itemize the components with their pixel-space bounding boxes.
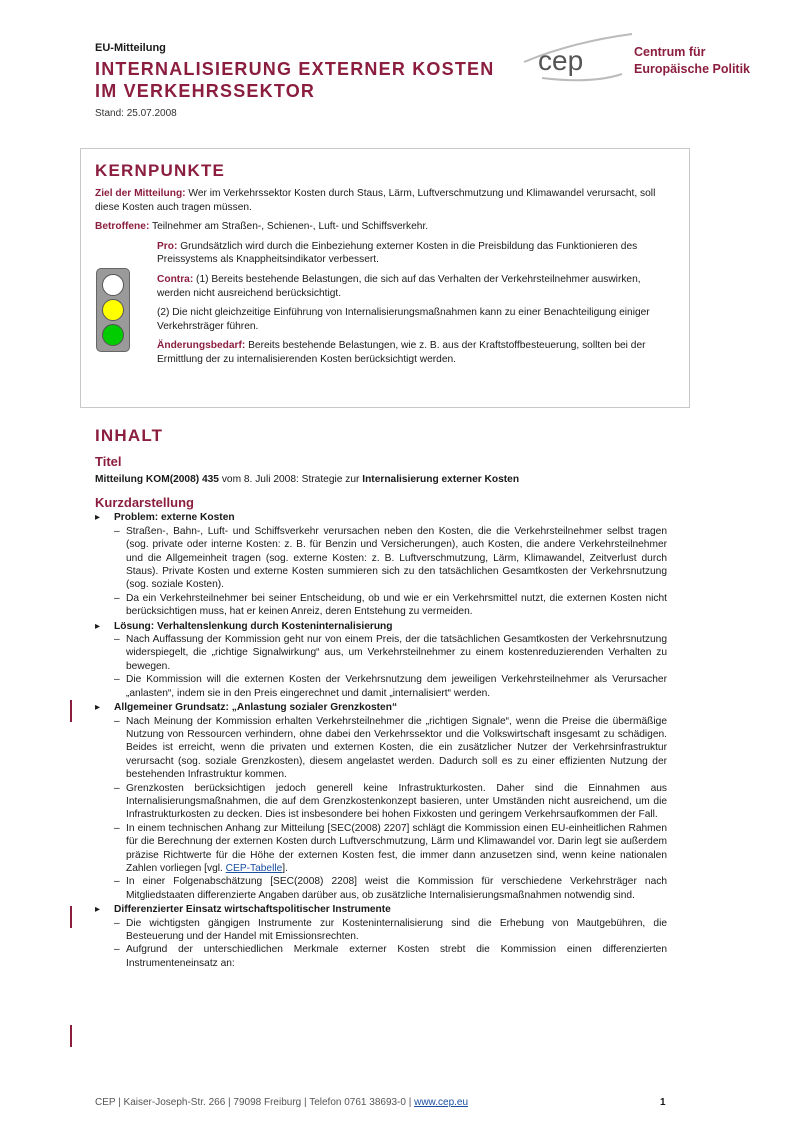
kernpunkte-box [80,148,690,408]
contra-paragraph [157,273,675,300]
title-line-1: INTERNALISIERUNG EXTERNER KOSTEN [95,59,495,79]
contra-text: (1) Bereits bestehende Belastungen, die sich auf das Verhalten der Verkehrsteilnehmer auswirken, werden nicht ausreichend berücksichtigt. [157,273,641,299]
change-bar [70,700,72,722]
bullet-instrumente: ▸ Differenzierter Einsatz wirtschaftspolitischer Instrumente [95,903,667,916]
bullet-loesung: ▸ Lösung: Verhaltenslenkung durch Kosteninternalisierung [95,620,667,633]
pro-paragraph [157,240,675,267]
titel-bold-2: Internalisierung externer Kosten [362,474,520,485]
list-item: – Nach Meinung der Kommission erhalten Verkehrsteilnehmer die „richtigen Signale“, wenn die Preise die übermäßige Nutzung von Ressourcen verhindern, ohne dabei den Verkehrssektor und die Volkswirtschaft insgesamt zu schädigen. Beides ist erreicht, wenn die privaten und externen Kosten, die ein zusätzlicher Nutzer der Verkehrsinfrastruktur verursacht (sog. soziale Grenzkosten), diesem angelastet werden. Dadurch soll es zu einer effizienten Nutzung der bestehenden Infrastruktur kommen. [95,715,667,782]
change-bar [70,906,72,928]
inhalt-section [95,426,667,970]
pro-label: Pro: [157,240,178,252]
list-item: – Da ein Verkehrsteilnehmer bei seiner Entscheidung, ob und wie er ein Verkehrsmittel nutzt, die externen Kosten nicht berücksichtigen muss, hat er keinen Anreiz, deren Entstehung zu vermeiden. [95,592,667,619]
list-item: – Straßen-, Bahn-, Luft- und Schiffsverkehr verursachen neben den Kosten, die die Verkehrsteilnehmer selbst tragen (sog. private oder interne Kosten: z. B. für Benzin und Versicherungen), auch Kosten, die andere Verkehrsteilnehmer und die Allgemeinheit tragen (sog. externe Kosten: z. B. Luftverschmutzung, Lärm, Klimawandel, Zeitverlust durch Staus). Private Kosten und externe Kosten summieren sich zu den tatsächlichen Gesamtkosten der Verkehrsnutzung (sog. soziale Kosten). [95,525,667,592]
document-date: Stand: 25.07.2008 [95,108,177,119]
aenderung-paragraph [157,339,675,366]
kurzdarstellung-heading: Kurzdarstellung [95,495,194,511]
contra2-paragraph: (2) Die nicht gleichzeitige Einführung von Internalisierungsmaßnahmen kann zu einer Benachteiligung einiger Verkehrsträger führen. [157,307,650,332]
footer-link[interactable]: www.cep.eu [414,1097,469,1108]
logo-line-1: Centrum für [634,45,706,59]
footer [95,1097,468,1108]
ziel-label: Ziel der Mitteilung: [95,188,186,199]
inhalt-heading: INHALT [95,426,164,445]
pro-text: Grundsätzlich wird durch die Einbeziehung externer Kosten in die Preisbildung das Funktionieren des Preissystems als Knappheitsindikator verbessert. [157,240,638,266]
titel-mid: vom 8. Juli 2008: Strategie zur [218,474,363,485]
lamp-middle [102,299,124,321]
aenderung-text: Bereits bestehende Belastungen, wie z. B. aus der Kraftstoffbesteuerung, sollten bei der Ermittlung der zu internalisierenden Kosten berücksichtigt werden. [157,340,646,365]
list-item: – Aufgrund der unterschiedlichen Merkmale externer Kosten strebt die Kommission einen differenzierten Instrumenteneinsatz an: [95,943,667,970]
ziel-text: Wer im Verkehrssektor Kosten durch Staus, Lärm, Luftverschmutzung und Klimawandel verursacht, soll diese Kosten auch tragen müssen. [95,188,656,213]
logo-line-2: Europäische Politik [634,62,751,76]
list-item-text: In einem technischen Anhang zur Mitteilung [SEC(2008) 2207] schlägt die Kommission einen EU-einheitlichen Rahmen für die Berechnung der externen Kosten durch Luftverschmutzung, Lärm und Klimawandel vor. Darin legt sie außerdem präzise Richtwerte für die Höhe der externen Kosten fest, die immer dann anzusetzen sind, wenn keine nationalen Zahlen vorliegen [vgl. [126,822,667,874]
titel-text [95,473,667,486]
list-item: – In einer Folgenabschätzung [SEC(2008) 2208] weist die Kommission für verschiedene Verkehrsträger nach Mitgliedstaaten differenzierte Angaben darüber aus, ob zusätzliche Internalisierungsmaßnahmen notwendig sind. [95,875,667,902]
contra-label: Contra: [157,273,194,285]
logo-mark: cep [538,45,584,76]
titel-heading: Titel [95,454,122,469]
titel-bold-1: Mitteilung KOM(2008) 435 [95,474,219,485]
list-item: – Die Kommission will die externen Kosten der Verkehrsnutzung dem jeweiligen Verkehrsteilnehmer als Verursacher „anlasten“, indem sie in den Preis eingerechnet und damit „internalisiert“ werden. [95,673,667,700]
logo-text [634,44,750,78]
betroffene-paragraph [95,220,675,234]
cep-tabelle-link[interactable]: CEP-Tabelle [225,862,283,874]
page-number: 1 [660,1097,666,1108]
lamp-bottom [102,324,124,346]
document-header [95,42,515,119]
lamp-top [102,274,124,296]
traffic-light-icon [96,268,130,352]
bullet-grundsatz: ▸ Allgemeiner Grundsatz: „Anlastung sozialer Grenzkosten“ [95,701,667,714]
document-type: EU-Mitteilung [95,42,166,54]
list-item-end: ]. [282,862,288,874]
bullet-problem: ▸ Problem: externe Kosten [95,511,667,524]
betroffene-label: Betroffene: [95,221,150,233]
aenderung-label: Änderungsbedarf: [157,340,246,352]
title-line-2: IM VERKEHRSSEKTOR [95,81,316,101]
list-item: – Die wichtigsten gängigen Instrumente zur Kosteninternalisierung sind die Erhebung von Mautgebühren, die Besteuerung und der Handel mit Emissionsrechten. [95,917,667,944]
betroffene-text: Teilnehmer am Straßen-, Schienen-, Luft- und Schiffsverkehr. [149,221,429,233]
change-bar [70,1025,72,1047]
list-item: – Grenzkosten berücksichtigen jedoch generell keine Infrastrukturkosten. Daher sind die Einnahmen aus Internalisierungsmaßnahmen, die auf dem Grenzkostenkonzept basieren, unter Umständen nicht ausreichend, um die Infrastrukturkosten zu decken. Dies ist insbesondere bei hohen Fixkosten und geringem Verkehrsaufkommen der Fall. [95,782,667,822]
kernpunkte-title: KERNPUNKTE [95,161,226,180]
ziel-paragraph [95,187,675,214]
footer-text: CEP | Kaiser-Joseph-Str. 266 | 79098 Freiburg | Telefon 0761 38693-0 | [95,1097,415,1108]
document-title [95,58,515,102]
list-item: – Nach Auffassung der Kommission geht nur von einem Preis, der die tatsächlichen Gesamtkosten der Verkehrsnutzung widerspiegelt, die „richtige Signalwirkung“ aus, um Verkehrsteilnehmer zu einem kostenreduzierenden Verhalten zu bewegen. [95,633,667,673]
list-item [95,822,667,876]
